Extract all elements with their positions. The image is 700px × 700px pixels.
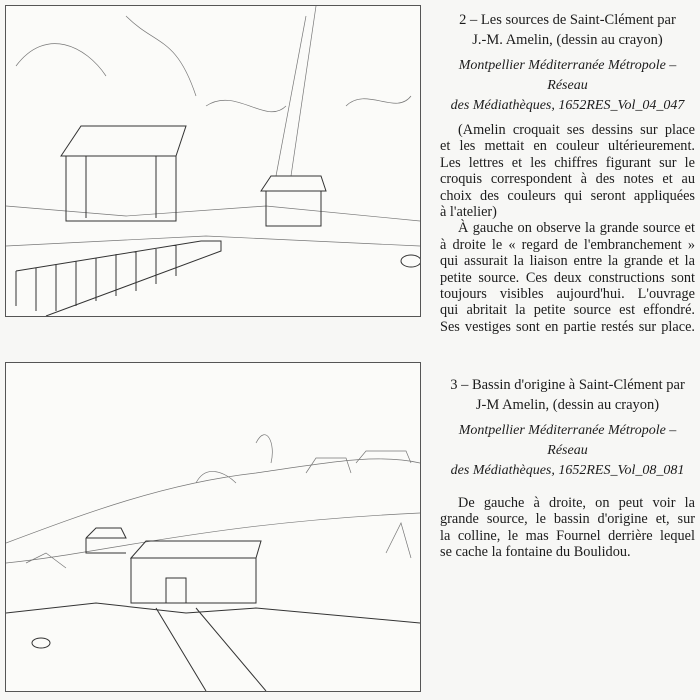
figure-2-body [440,122,695,335]
drawing-bassin-sketch [6,363,420,691]
body-line: se cache la fontaine du Boulidou. [440,544,631,561]
pencil-drawing-bassin-origine [5,362,421,692]
body-line: petite source. Ces deux constructions sont [440,269,695,286]
body-line: (Amelin croquait ses dessins sur place [458,122,695,138]
body-line: à droite le « regard de l'embranchement » [440,236,695,253]
body-line: choix des couleurs qui seront appliquées [440,187,695,204]
caption-line: 3 – Bassin d'origine à Saint-Clément par [450,377,685,393]
body-line: À gauche on observe la grande source et [458,220,695,237]
body-line: croquis correspondent à des notes et au [440,171,695,188]
figure-3-caption [440,375,695,415]
body-line: à l'atelier) [440,204,497,221]
body-line: toujours visibles aujourd'hui. L'ouvrage [440,286,695,303]
caption-line: J-M Amelin, (dessin au crayon) [475,397,660,413]
body-line: Ses vestiges sont en partie restés sur place. [440,318,695,335]
body-line: et les mettait en couleur ultérieurement. [440,138,695,155]
body-line: grande source, le bassin d'origine et, sur [440,511,695,528]
caption-line: 2 – Les sources de Saint-Clément par [459,12,676,28]
body-line: la colline, le mas Fournel derrière lequel [440,527,695,544]
source-line: Montpellier Méditerranée Métropole –Réseau [458,423,677,458]
figure-3-source [440,421,695,481]
source-line: des Médiathèques, 1652RES_Vol_04_047 [450,98,685,113]
figure-3-body [440,495,695,561]
pencil-drawing-sources-saint-clement [5,5,421,317]
source-line: Montpellier Méditerranée Métropole –Réseau [458,58,677,93]
caption-line: J.-M. Amelin, (dessin au crayon) [472,32,663,48]
figure-2-text [440,10,695,335]
body-line: Les lettres et les chiffres figurant sur le [440,154,695,171]
figure-3-text [440,375,695,561]
figure-2-caption [440,10,695,50]
source-line: des Médiathèques, 1652RES_Vol_08_081 [450,463,685,478]
body-line: qui assurait la liaison entre la grande et la [440,253,695,270]
figure-2-source [440,56,695,116]
body-line: qui abritait la petite source est effondré. [440,302,695,319]
drawing-sources-sketch [6,6,420,316]
body-line: De gauche à droite, on peut voir la [458,495,695,511]
